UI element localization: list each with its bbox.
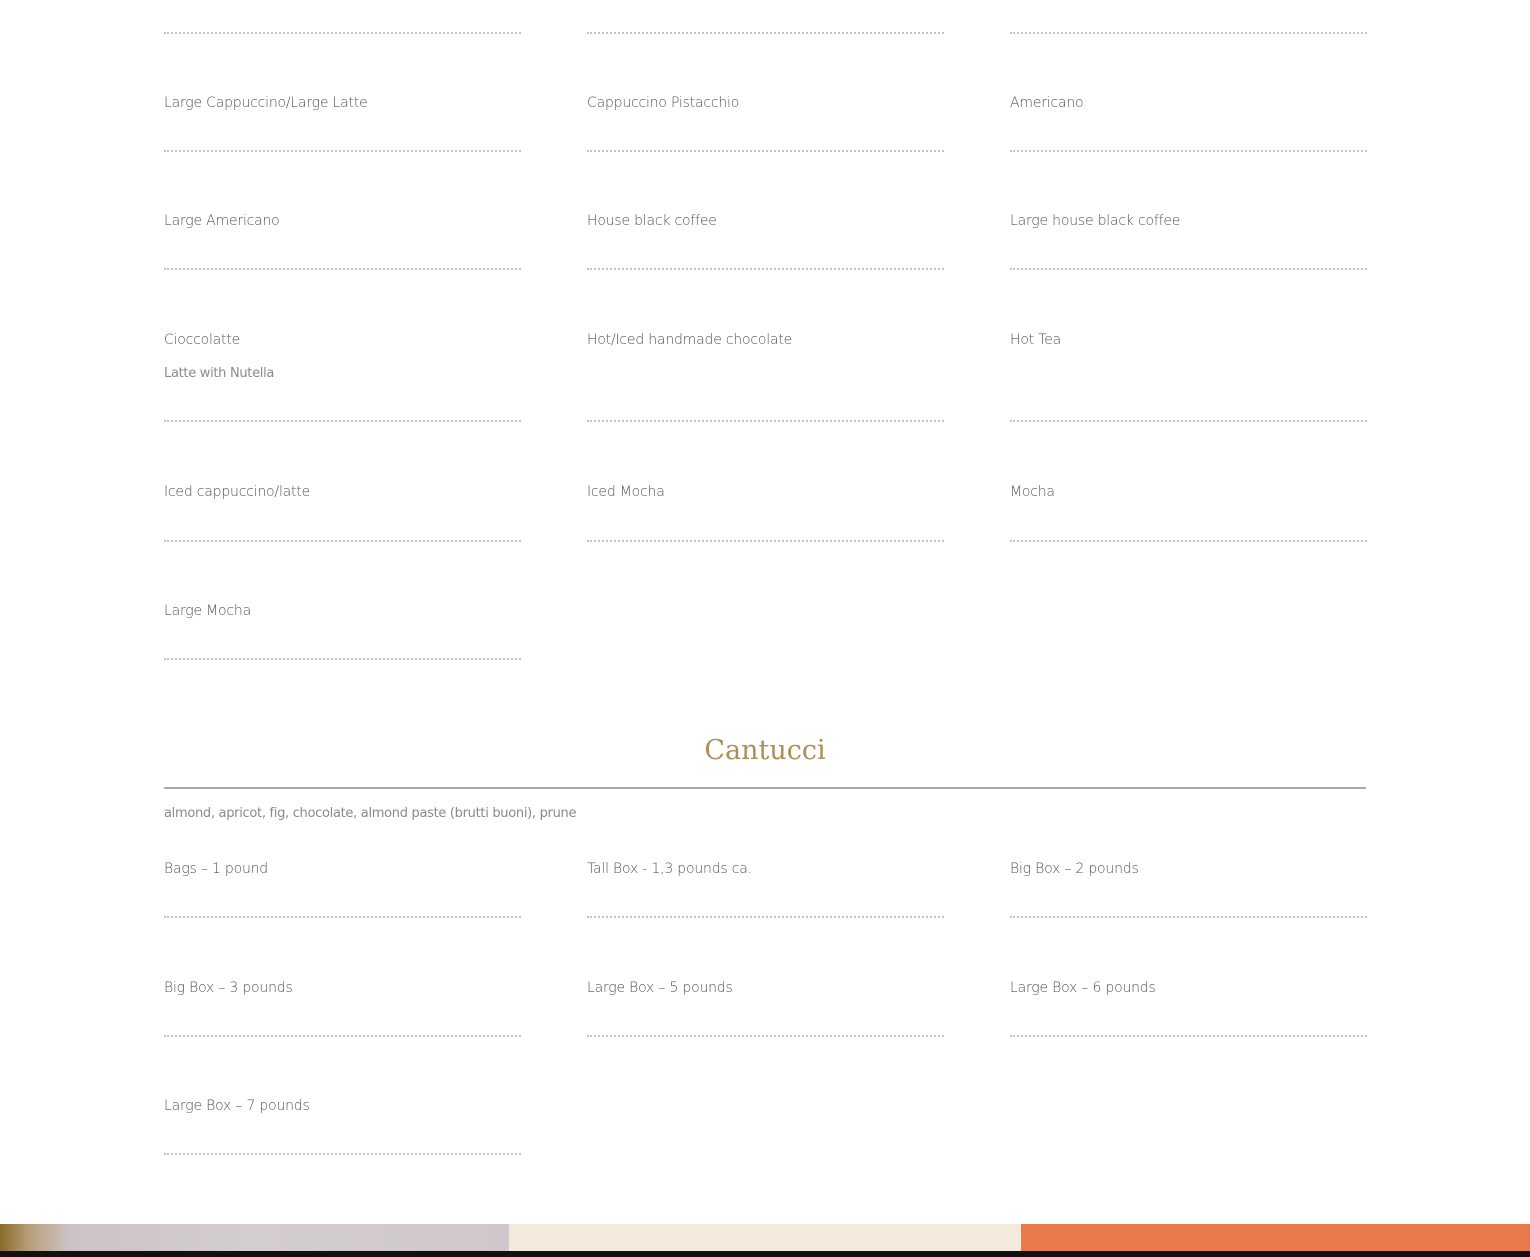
menu-item-name: Big Box – 2 pounds xyxy=(1010,861,1139,877)
price-leader xyxy=(1010,32,1367,34)
price-leader xyxy=(587,1035,944,1037)
price-leader xyxy=(164,540,521,542)
section-divider xyxy=(164,787,1366,789)
price-leader xyxy=(1010,150,1367,152)
menu-item-name: Large Americano xyxy=(164,213,280,229)
menu-item-name: Large Cappuccino/Large Latte xyxy=(164,95,368,111)
menu-item-name: Mocha xyxy=(1010,484,1055,500)
footer-dark-bar xyxy=(0,1251,1530,1257)
menu-item-name: Hot/Iced handmade chocolate xyxy=(587,332,793,348)
menu-item-name: Large Box – 7 pounds xyxy=(164,1098,310,1114)
price-leader xyxy=(164,420,521,422)
menu-item-name: Iced Mocha xyxy=(587,484,665,500)
menu-item-name: Big Box – 3 pounds xyxy=(164,980,293,996)
price-leader xyxy=(1010,1035,1367,1037)
price-leader xyxy=(587,540,944,542)
menu-item-name: Cappuccino Pistacchio xyxy=(587,95,740,111)
price-leader xyxy=(587,916,944,918)
price-leader xyxy=(587,420,944,422)
price-leader xyxy=(1010,540,1367,542)
menu-item-name: Large Box – 6 pounds xyxy=(1010,980,1156,996)
price-leader xyxy=(164,150,521,152)
menu-item-name: Tall Box - 1,3 pounds ca. xyxy=(587,861,752,877)
price-leader xyxy=(164,32,521,34)
section-title: Cantucci xyxy=(704,735,826,766)
price-leader xyxy=(587,268,944,270)
price-leader xyxy=(1010,268,1367,270)
footer-image-strip xyxy=(0,1224,1530,1257)
price-leader xyxy=(164,268,521,270)
menu-item-name: Americano xyxy=(1010,95,1084,111)
price-leader xyxy=(164,1035,521,1037)
footer-orange-panel xyxy=(1021,1224,1530,1251)
price-leader xyxy=(164,916,521,918)
menu-item-name: Cioccolatte xyxy=(164,332,241,348)
menu-item-name: Iced cappuccino/latte xyxy=(164,484,310,500)
price-leader xyxy=(1010,420,1367,422)
section-description: almond, apricot, fig, chocolate, almond paste (brutti buoni), prune xyxy=(164,806,577,821)
price-leader xyxy=(587,32,944,34)
menu-item-name: House black coffee xyxy=(587,213,717,229)
footer-cream-panel xyxy=(509,1224,1021,1251)
menu-item-description: Latte with Nutella xyxy=(164,366,275,381)
menu-item-name: Bags – 1 pound xyxy=(164,861,268,877)
price-leader xyxy=(164,658,521,660)
price-leader xyxy=(587,150,944,152)
price-leader xyxy=(1010,916,1367,918)
menu-item-name: Large house black coffee xyxy=(1010,213,1181,229)
menu-item-name: Hot Tea xyxy=(1010,332,1061,348)
menu-item-name: Large Box – 5 pounds xyxy=(587,980,733,996)
price-leader xyxy=(164,1153,521,1155)
footer-photo-panel xyxy=(0,1224,509,1251)
menu-item-name: Large Mocha xyxy=(164,603,251,619)
